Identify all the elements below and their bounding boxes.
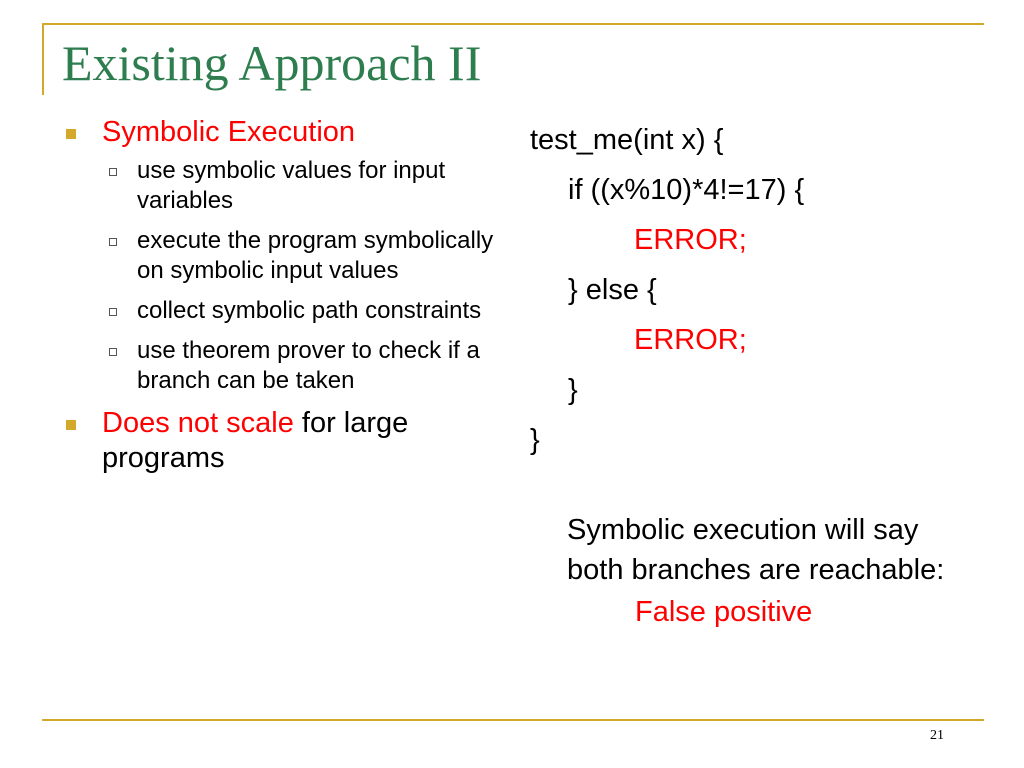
code-line: test_me(int x) { (530, 124, 724, 156)
page-number: 21 (930, 728, 944, 743)
scale-highlight: Does not scale (102, 407, 294, 439)
sub-bullet-item (62, 336, 502, 396)
code-line: } else { (568, 274, 657, 306)
square-bullet-icon (66, 129, 76, 139)
bullet-does-not-scale (62, 406, 502, 476)
left-rule (42, 23, 44, 95)
false-positive-label: False positive (635, 596, 813, 628)
hollow-square-bullet-icon (109, 308, 117, 316)
sub-bullet-text: use symbolic values for input variables (137, 157, 446, 214)
conclusion-note (567, 510, 967, 632)
sub-bullet-text: collect symbolic path constraints (137, 297, 482, 324)
code-line: } (530, 424, 540, 456)
conclusion-text: Symbolic execution will say both branches are reachable: (567, 514, 945, 586)
slide-title: Existing Approach II (62, 35, 482, 91)
sub-bullet-list (62, 156, 502, 396)
sub-bullet-item (62, 156, 502, 216)
code-line: if ((x%10)*4!=17) { (568, 174, 805, 206)
code-line: ERROR; (634, 224, 747, 256)
bullet-list (62, 115, 502, 476)
hollow-square-bullet-icon (109, 168, 117, 176)
scale-rest: for large programs (102, 407, 409, 474)
top-rule (42, 23, 984, 25)
square-bullet-icon (66, 420, 76, 430)
bullet-symbolic-execution-label: Symbolic Execution (102, 116, 356, 148)
bottom-rule (42, 719, 984, 721)
code-block (530, 115, 804, 465)
sub-bullet-text: use theorem prover to check if a branch can be taken (137, 337, 480, 394)
sub-bullet-item (62, 226, 502, 286)
sub-bullet-text: execute the program symbolically on symbolic input values (137, 227, 494, 284)
code-line: ERROR; (634, 324, 747, 356)
hollow-square-bullet-icon (109, 238, 117, 246)
code-line: } (568, 374, 578, 406)
bullet-symbolic-execution (62, 115, 502, 150)
sub-bullet-item (62, 296, 502, 326)
hollow-square-bullet-icon (109, 348, 117, 356)
